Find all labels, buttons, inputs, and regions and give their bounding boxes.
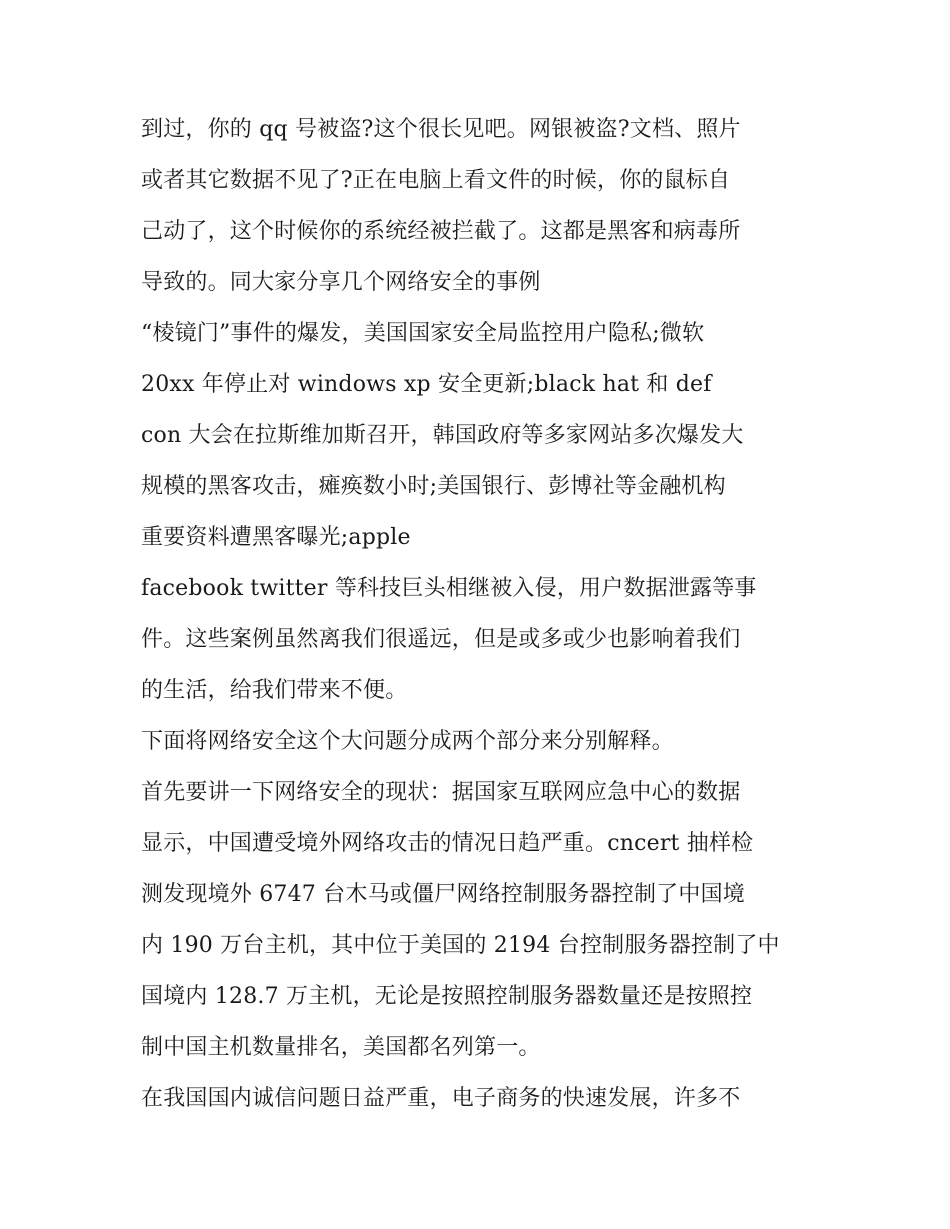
text-line: 的生活，给我们带来不便。 bbox=[141, 678, 408, 703]
text-line: 或者其它数据不见了?正在电脑上看文件的时候，你的鼠标自 bbox=[141, 168, 731, 193]
text-line: “棱镜门”事件的爆发，美国国家安全局监控用户隐私;微软 bbox=[141, 321, 705, 346]
text-line: facebook twitter 等科技巨头相继被入侵，用户数据泄露等事 bbox=[141, 576, 757, 601]
text-line: 显示，中国遭受境外网络攻击的情况日趋严重。cncert 抽样检 bbox=[141, 831, 754, 856]
text-line: 重要资料遭黑客曝光;apple bbox=[141, 525, 411, 550]
text-line: 国境内 128.7 万主机，无论是按照控制服务器数量还是按照控 bbox=[141, 984, 753, 1009]
text-line: 下面将网络安全这个大问题分成两个部分来分别解释。 bbox=[141, 729, 674, 754]
document-body bbox=[141, 108, 821, 1128]
text-line: 内 190 万台主机，其中位于美国的 2194 台控制服务器控制了中 bbox=[141, 933, 780, 958]
text-line: 在我国国内诚信问题日益严重，电子商务的快速发展，许多不 bbox=[141, 1086, 741, 1111]
text-line: 规模的黑客攻击，瘫痪数小时;美国银行、彭博社等金融机构 bbox=[141, 474, 726, 499]
text-line: 己动了，这个时候你的系统经被拦截了。这都是黑客和病毒所 bbox=[141, 219, 741, 244]
text-line: 导致的。同大家分享几个网络安全的事例 bbox=[141, 270, 541, 295]
text-line: 制中国主机数量排名，美国都名列第一。 bbox=[141, 1035, 541, 1060]
text-line: con 大会在拉斯维加斯召开，韩国政府等多家网站多次爆发大 bbox=[141, 423, 744, 448]
text-line: 测发现境外 6747 台木马或僵尸网络控制服务器控制了中国境 bbox=[141, 882, 745, 907]
text-line: 20xx 年停止对 windows xp 安全更新;black hat 和 def bbox=[141, 372, 712, 397]
text-line: 首先要讲一下网络安全的现状：据国家互联网应急中心的数据 bbox=[141, 780, 741, 805]
text-line: 件。这些案例虽然离我们很遥远，但是或多或少也影响着我们 bbox=[141, 627, 741, 652]
text-line: 到过，你的 qq 号被盗?这个很长见吧。网银被盗?文档、照片 bbox=[141, 117, 741, 142]
